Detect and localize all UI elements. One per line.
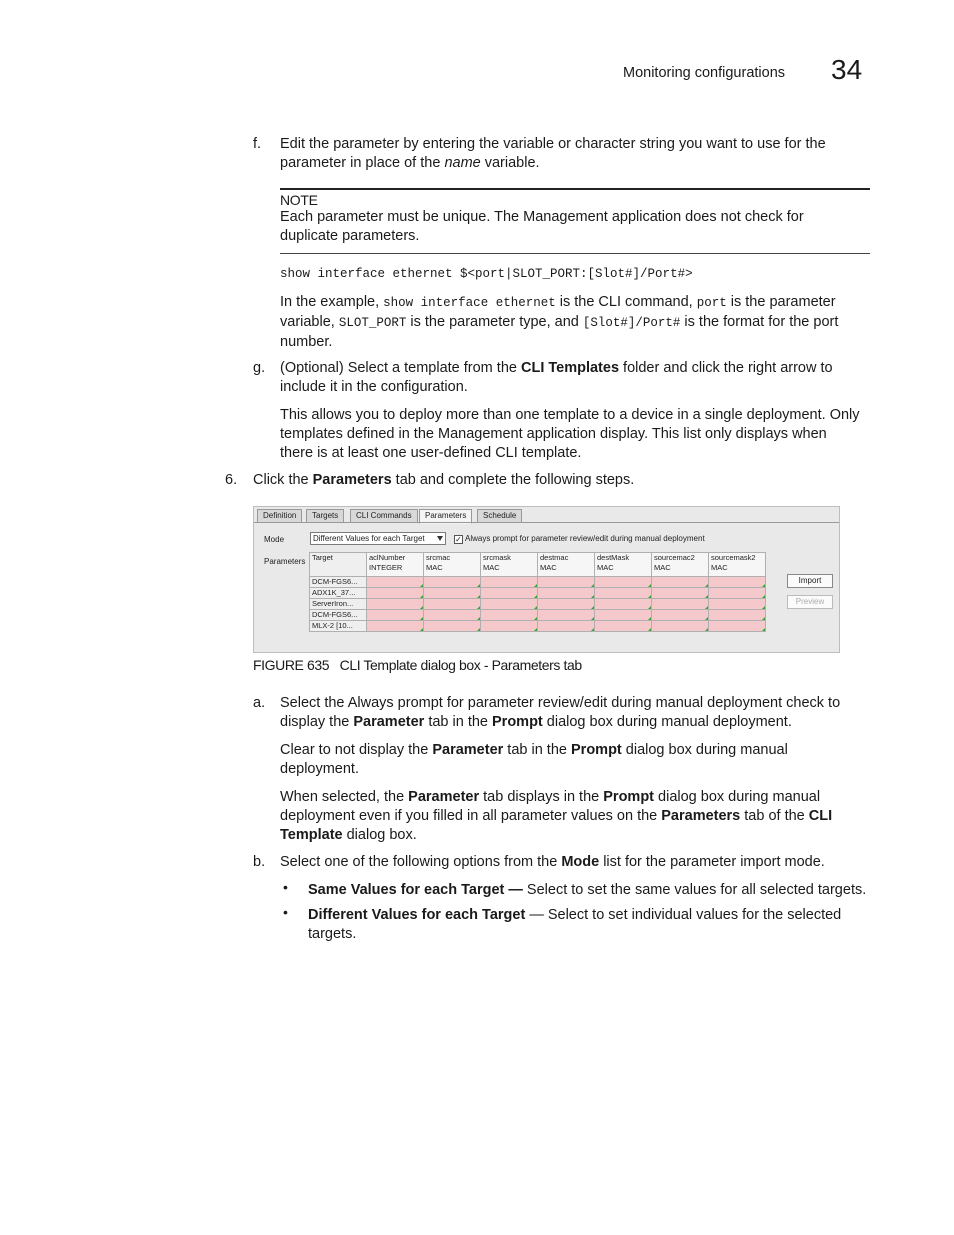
step-g-paragraph: This allows you to deploy more than one template to a device in a single deployment. Only templates defined in the Management application display. This list only displays when there is at least one user-defined CLI template.: [280, 407, 860, 461]
figure-number: FIGURE 635: [253, 657, 330, 673]
note-title: NOTE: [280, 192, 318, 208]
column-header[interactable]: destMask MAC: [595, 553, 652, 577]
parameter-cell[interactable]: [709, 621, 766, 632]
parameter-cell[interactable]: [538, 621, 595, 632]
parameter-cell[interactable]: [367, 599, 424, 610]
step-a-marker: a.: [253, 695, 266, 711]
parameter-cell[interactable]: [652, 621, 709, 632]
always-prompt-label: Always prompt for parameter review/edit during manual deployment: [465, 534, 705, 543]
chapter-number: 34: [831, 54, 863, 85]
parameter-cell[interactable]: [652, 577, 709, 588]
tab-definition[interactable]: Definition: [257, 509, 302, 523]
mode-select-value: Different Values for each Target: [313, 534, 425, 543]
parameter-cell[interactable]: [424, 610, 481, 621]
parameter-cell[interactable]: [367, 621, 424, 632]
step-f-line1: Edit the parameter by entering the variable or character string you want to use for the: [280, 136, 826, 152]
tab-divider: [254, 522, 839, 523]
parameter-cell[interactable]: [538, 599, 595, 610]
column-header[interactable]: destmac MAC: [538, 553, 595, 577]
table-header-row: [310, 553, 766, 577]
parameter-cell[interactable]: [367, 610, 424, 621]
parameter-cell[interactable]: [595, 621, 652, 632]
parameter-cell[interactable]: [367, 577, 424, 588]
parameter-cell[interactable]: [709, 577, 766, 588]
step-g-text: (Optional) Select a template from the CLI Templates folder and click the right arrow to include it in the configuration.: [280, 360, 833, 395]
figure-caption: [253, 657, 582, 673]
parameter-cell[interactable]: [481, 599, 538, 610]
step-f-text: [280, 135, 880, 173]
target-cell[interactable]: MLX-2 [10...: [310, 621, 367, 632]
parameters-label: Parameters: [264, 557, 306, 566]
parameter-cell[interactable]: [538, 577, 595, 588]
parameter-cell[interactable]: [709, 610, 766, 621]
step-g-marker: g.: [253, 360, 266, 376]
mode-select[interactable]: [310, 532, 446, 545]
dialog-tabs: [254, 509, 839, 523]
column-header[interactable]: sourcemask2 MAC: [709, 553, 766, 577]
parameter-cell[interactable]: [481, 577, 538, 588]
column-header[interactable]: Target: [310, 553, 367, 577]
target-cell[interactable]: ADX1K_37...: [310, 588, 367, 599]
cli-template-dialog-figure: [253, 506, 840, 653]
table-row: [310, 621, 766, 632]
bullet-icon: •: [283, 879, 288, 895]
step-b-text: Select one of the following options from the Mode list for the parameter import mode.: [280, 854, 825, 870]
note-box: [280, 188, 870, 254]
parameter-cell[interactable]: [424, 621, 481, 632]
bullet-icon: •: [283, 904, 288, 920]
tab-cli-commands[interactable]: CLI Commands: [350, 509, 418, 523]
parameter-cell[interactable]: [481, 610, 538, 621]
parameter-cell[interactable]: [652, 599, 709, 610]
parameter-cell[interactable]: [709, 599, 766, 610]
chevron-down-icon: [437, 536, 443, 541]
step-6-marker: 6.: [225, 472, 238, 488]
parameter-cell[interactable]: [595, 588, 652, 599]
table-row: [310, 588, 766, 599]
always-prompt-checkbox[interactable]: ✓: [455, 535, 462, 544]
parameter-cell[interactable]: [481, 621, 538, 632]
preview-button[interactable]: Preview: [787, 595, 833, 609]
parameter-cell[interactable]: [424, 599, 481, 610]
table-row: [310, 610, 766, 621]
column-header[interactable]: srcmask MAC: [481, 553, 538, 577]
parameter-cell[interactable]: [538, 610, 595, 621]
tab-schedule[interactable]: Schedule: [477, 509, 522, 523]
table-row: [310, 599, 766, 610]
tab-targets[interactable]: Targets: [306, 509, 344, 523]
column-header[interactable]: sourcemac2 MAC: [652, 553, 709, 577]
code-example: show interface ethernet $<port|SLOT_PORT:[Slot#]/Port#>: [280, 267, 693, 281]
figure-title: CLI Template dialog box - Parameters tab: [339, 657, 582, 673]
parameter-cell[interactable]: [595, 599, 652, 610]
table-row: [310, 577, 766, 588]
note-line1: Each parameter must be unique. The Management application does not check for: [280, 209, 804, 225]
step-6-text: Click the Parameters tab and complete the following steps.: [253, 472, 635, 488]
parameter-cell[interactable]: [709, 588, 766, 599]
import-button[interactable]: Import: [787, 574, 833, 588]
list-item: Same Values for each Target — Select to set the same values for all selected targets.: [308, 882, 867, 898]
parameter-cell[interactable]: [481, 588, 538, 599]
note-line2: duplicate parameters.: [280, 228, 420, 244]
parameter-cell[interactable]: [424, 577, 481, 588]
column-header[interactable]: aclNumber INTEGER: [367, 553, 424, 577]
running-header: Monitoring configurations: [623, 65, 786, 81]
parameters-table: [309, 552, 766, 632]
step-f-marker: f.: [253, 136, 262, 152]
target-cell[interactable]: DCM-FGS6...: [310, 610, 367, 621]
parameter-cell[interactable]: [538, 588, 595, 599]
parameter-cell[interactable]: [424, 588, 481, 599]
step-f-line2: parameter in place of the name variable.: [280, 155, 540, 171]
step-a-paragraph-2: Clear to not display the Parameter tab in the Prompt dialog box during manual deployment.: [280, 742, 788, 777]
step-b-marker: b.: [253, 854, 266, 870]
target-cell[interactable]: ServerIron...: [310, 599, 367, 610]
target-cell[interactable]: DCM-FGS6...: [310, 577, 367, 588]
example-paragraph: In the example, show interface ethernet is the CLI command, port is the parameter variable, SLOT_PORT is the parameter type, and [Slot#]/Port# is the format for the port number.: [280, 294, 839, 350]
mode-label: Mode: [264, 535, 285, 544]
list-item: Different Values for each Target — Select to set individual values for the selected targets.: [308, 907, 842, 942]
parameter-cell[interactable]: [595, 577, 652, 588]
parameter-cell[interactable]: [367, 588, 424, 599]
column-header[interactable]: srcmac MAC: [424, 553, 481, 577]
step-a-paragraph-3: When selected, the Parameter tab displays in the Prompt dialog box during manual deployment even if you filled in all parameter values on the Parameters tab of the CLI Template dialog box.: [280, 789, 833, 843]
parameter-cell[interactable]: [595, 610, 652, 621]
parameter-cell[interactable]: [652, 588, 709, 599]
parameter-cell[interactable]: [652, 610, 709, 621]
step-a-text: Select the Always prompt for parameter review/edit during manual deployment check to display the Parameter tab in the Prompt dialog box during manual deployment.: [280, 695, 841, 730]
tab-parameters[interactable]: Parameters: [419, 509, 472, 524]
